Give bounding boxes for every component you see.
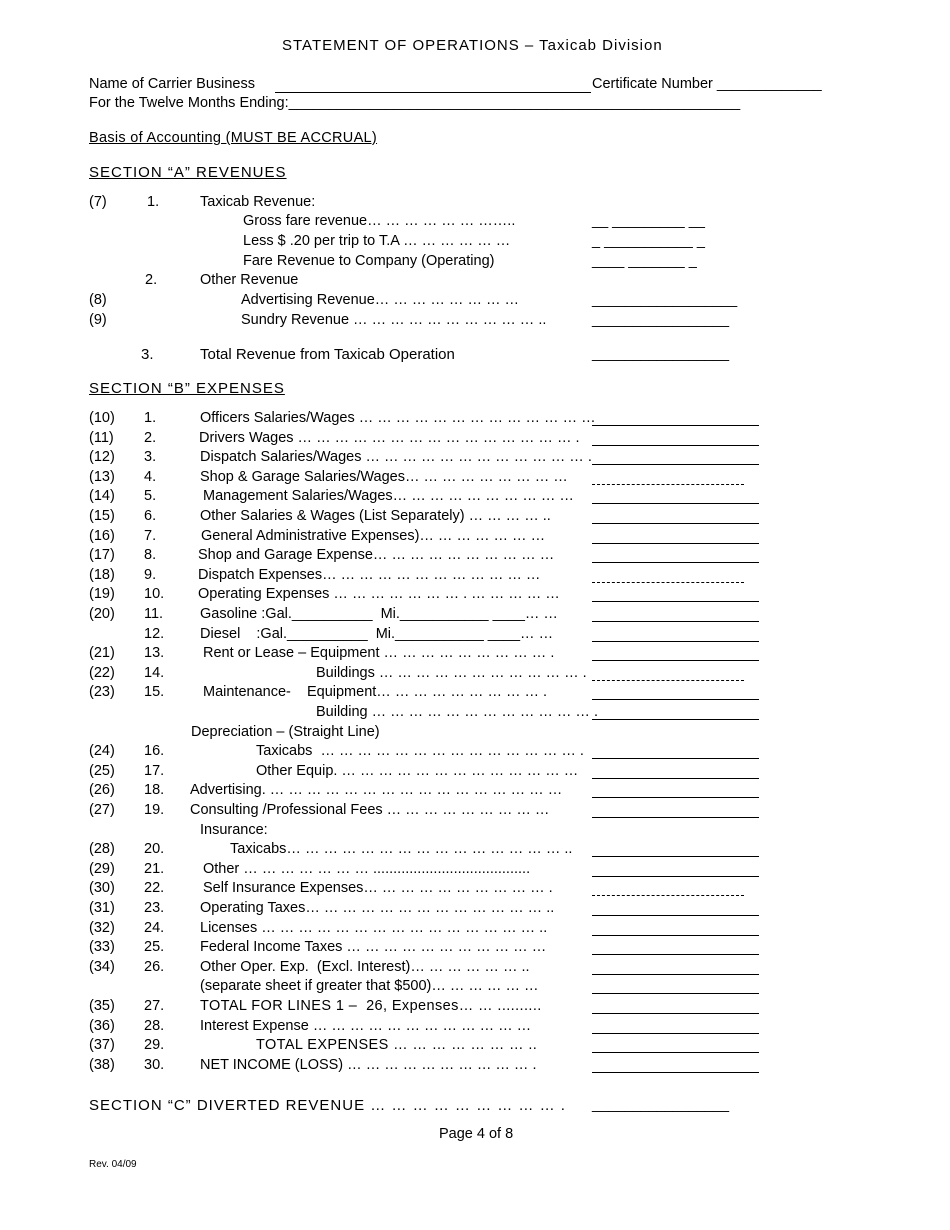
line-label: Diesel :Gal.__________ Mi.___________ ____… … [200, 625, 554, 642]
ref: (9) [89, 312, 107, 328]
amount-field[interactable]: _________________ [592, 346, 730, 362]
amount-field[interactable] [592, 601, 759, 602]
ref: (26) [89, 782, 115, 799]
ref: (38) [89, 1056, 115, 1073]
line-label: Advertising Revenue… … … … … … … … [241, 292, 519, 308]
line-label: TOTAL EXPENSES … … … … … … … .. [256, 1037, 538, 1054]
line-label: Taxicabs … … … … … … … … … … … … … … . [256, 743, 584, 760]
ref: (12) [89, 449, 115, 466]
line-number: 3. [144, 449, 157, 466]
line-label: Maintenance- Equipment… … … … … … … … … . [203, 684, 548, 701]
line-number: 1. [144, 410, 157, 426]
line-number: 11. [144, 606, 164, 622]
line-label: Drivers Wages … … … … … … … … … … … … … … … . [199, 429, 580, 446]
line-label: Rent or Lease – Equipment … … … … … … … … … . [203, 645, 555, 662]
amount-field[interactable] [592, 445, 759, 446]
line-label: Dispatch Expenses… … … … … … … … … … … … [198, 566, 541, 583]
line-label: Other Oper. Exp. (Excl. Interest)… … … … … … .. [200, 958, 530, 975]
page-title: STATEMENT OF OPERATIONS – Taxicab Division [282, 37, 663, 54]
line-label: Building … … … … … … … … … … … … . [316, 704, 598, 720]
line-number: 4. [144, 468, 157, 485]
ref: (18) [89, 566, 115, 583]
line-number: 25. [144, 939, 165, 956]
line-label: Licenses … … … … … … … … … … … … … … … .. [200, 919, 548, 936]
ref: (24) [89, 743, 115, 760]
amount-field[interactable] [592, 425, 759, 426]
amount-field[interactable] [592, 641, 759, 642]
amount-field[interactable] [592, 621, 759, 622]
line-label: Other … … … … … … … ....................................... [203, 860, 531, 877]
amount-field[interactable]: ____ _______ _ [592, 253, 697, 269]
line-label: Insurance: [200, 821, 268, 838]
line-number: 12. [144, 625, 165, 642]
amount-field[interactable] [592, 758, 759, 759]
amount-field[interactable] [592, 503, 759, 504]
line-label: Buildings … … … … … … … … … … … . [316, 664, 587, 681]
line-number: 1. [147, 194, 160, 210]
ref: (8) [89, 292, 107, 308]
line-label: Other Salaries & Wages (List Separately) … … … … .. [200, 508, 551, 524]
ref: (10) [89, 410, 115, 426]
ref: (20) [89, 606, 115, 622]
amount-field[interactable] [592, 797, 759, 798]
amount-field[interactable] [592, 699, 759, 700]
amount-field[interactable] [592, 562, 759, 563]
amount-field[interactable] [592, 464, 759, 465]
line-label: Other Equip. … … … … … … … … … … … … … [256, 762, 579, 779]
amount-field[interactable] [592, 680, 744, 681]
page-number: Page 4 of 8 [439, 1126, 514, 1142]
amount-field[interactable]: _ ___________ _ [592, 233, 705, 249]
line-label: Less $ .20 per trip to T.A … … … … … … [243, 233, 511, 249]
line-label: General Administrative Expenses)… … … … … … … [201, 527, 546, 544]
ref: (11) [89, 429, 114, 446]
amount-field[interactable] [592, 993, 759, 994]
ref: (36) [89, 1017, 115, 1034]
line-label: Officers Salaries/Wages … … … … … … … … … … … … … [200, 410, 596, 426]
ref: (31) [89, 900, 115, 916]
amount-field[interactable] [592, 1013, 759, 1014]
amount-field[interactable] [592, 935, 759, 936]
ref: (30) [89, 880, 115, 897]
ref: (25) [89, 762, 115, 779]
line-label: Gross fare revenue… … … … … … …….. [243, 213, 516, 229]
line-number: 18. [144, 782, 165, 799]
revision-label: Rev. 04/09 [89, 1159, 137, 1170]
line-label: (separate sheet if greater that $500)… … … … … … [200, 978, 539, 995]
amount-field[interactable] [592, 523, 759, 524]
line-number: 20. [144, 841, 165, 858]
line-label: Taxicabs… … … … … … … … … … … … … … … .. [230, 841, 573, 858]
line-label: Taxicab Revenue: [200, 194, 316, 210]
amount-field[interactable]: __ _________ __ [592, 213, 705, 229]
line-number: 6. [144, 508, 157, 524]
carrier-label: Name of Carrier Business [89, 76, 255, 92]
ref: (14) [89, 488, 115, 505]
line-number: 3. [141, 346, 154, 363]
ref: (28) [89, 841, 115, 858]
line-label: Operating Expenses … … … … … … … . … … … … … [198, 586, 560, 603]
line-number: 2. [144, 429, 157, 446]
carrier-field[interactable] [275, 92, 591, 93]
line-label: Shop and Garage Expense… … … … … … … … … … [198, 547, 555, 564]
amount-field[interactable] [592, 1052, 759, 1053]
amount-field[interactable] [592, 484, 744, 485]
line-number: 5. [144, 488, 157, 505]
amount-field[interactable] [592, 954, 759, 955]
line-label: Depreciation – (Straight Line) [191, 723, 380, 740]
line-number: 16. [144, 743, 165, 760]
amount-field[interactable] [592, 660, 759, 661]
line-label: Self Insurance Expenses… … … … … … … … … … . [203, 880, 553, 897]
amount-field[interactable] [592, 719, 759, 720]
section-b-heading: SECTION “B” EXPENSES [89, 380, 285, 397]
ref: (13) [89, 468, 115, 485]
line-number: 17. [144, 762, 165, 779]
line-number: 10. [144, 586, 165, 603]
ref: (34) [89, 958, 115, 975]
section-a-heading: SECTION “A” REVENUES [89, 164, 287, 181]
amount-field[interactable] [592, 895, 744, 896]
ref: (22) [89, 664, 115, 681]
line-label: Federal Income Taxes … … … … … … … … … … … [200, 939, 547, 956]
line-number: 26. [144, 958, 165, 975]
ref: (19) [89, 586, 115, 603]
ref: (35) [89, 998, 115, 1014]
line-label: Consulting /Professional Fees … … … … … … … … … [190, 802, 550, 818]
amount-field[interactable] [592, 974, 759, 975]
line-number: 30. [144, 1056, 165, 1073]
line-number: 24. [144, 919, 165, 936]
amount-field[interactable] [592, 1072, 759, 1073]
section-c-heading: SECTION “C” DIVERTED REVENUE … … … … … … … … … . [89, 1097, 566, 1114]
line-label: Advertising. … … … … … … … … … … … … … … … … [190, 782, 563, 799]
line-number: 15. [144, 684, 165, 701]
amount-field[interactable]: __________________ [592, 292, 738, 308]
amount-field[interactable] [592, 778, 759, 779]
line-number: 7. [144, 527, 157, 544]
ref: (15) [89, 508, 115, 524]
line-label: NET INCOME (LOSS) … … … … … … … … … … . [200, 1056, 537, 1073]
line-number: 8. [144, 547, 157, 564]
amount-field[interactable] [592, 1033, 759, 1034]
amount-field[interactable]: _________________ [592, 1097, 730, 1113]
ref: (33) [89, 939, 115, 956]
amount-field[interactable] [592, 856, 759, 857]
ref: (29) [89, 860, 115, 877]
amount-field[interactable] [592, 543, 759, 544]
amount-field[interactable]: _________________ [592, 312, 730, 328]
line-label: Management Salaries/Wages… … … … … … … … … … [203, 488, 574, 505]
line-label: TOTAL FOR LINES 1 – 26, Expenses… … .......... [200, 998, 542, 1014]
line-number: 23. [144, 900, 165, 916]
ref: (7) [89, 194, 107, 210]
line-number: 28. [144, 1017, 165, 1034]
line-label: Shop & Garage Salaries/Wages… … … … … … … … … [200, 468, 568, 485]
ref: (17) [89, 547, 115, 564]
line-number: 29. [144, 1037, 165, 1054]
period-label: For the Twelve Months Ending:________________________________________________________ [89, 95, 741, 111]
line-label: Fare Revenue to Company (Operating) [243, 253, 495, 269]
ref: (21) [89, 645, 115, 662]
line-label: Operating Taxes… … … … … … … … … … … … … .. [200, 900, 555, 916]
basis-of-accounting: Basis of Accounting (MUST BE ACCRUAL) [89, 130, 378, 146]
line-label: Gasoline :Gal.__________ Mi.___________ ____… … [200, 606, 558, 622]
line-number: 22. [144, 880, 165, 897]
line-label: Interest Expense … … … … … … … … … … … … [200, 1017, 532, 1034]
ref: (16) [89, 527, 115, 544]
line-label: Other Revenue [200, 272, 299, 288]
ref: (37) [89, 1037, 115, 1054]
line-number: 21. [144, 860, 165, 877]
ref: (27) [89, 802, 115, 818]
amount-field[interactable] [592, 915, 759, 916]
line-label: Total Revenue from Taxicab Operation [200, 346, 455, 363]
line-number: 13. [144, 645, 165, 662]
line-number: 2. [145, 272, 158, 288]
line-number: 9. [144, 566, 157, 583]
line-number: 27. [144, 998, 165, 1014]
amount-field[interactable] [592, 582, 744, 583]
ref: (23) [89, 684, 115, 701]
amount-field[interactable] [592, 876, 759, 877]
line-label: Dispatch Salaries/Wages … … … … … … … … … … … … . [200, 449, 592, 466]
line-number: 19. [144, 802, 165, 818]
line-number: 14. [144, 664, 165, 681]
line-label: Sundry Revenue … … … … … … … … … … .. [241, 312, 547, 328]
amount-field[interactable] [592, 817, 759, 818]
ref: (32) [89, 919, 115, 936]
certificate-label: Certificate Number _____________ [592, 76, 822, 92]
